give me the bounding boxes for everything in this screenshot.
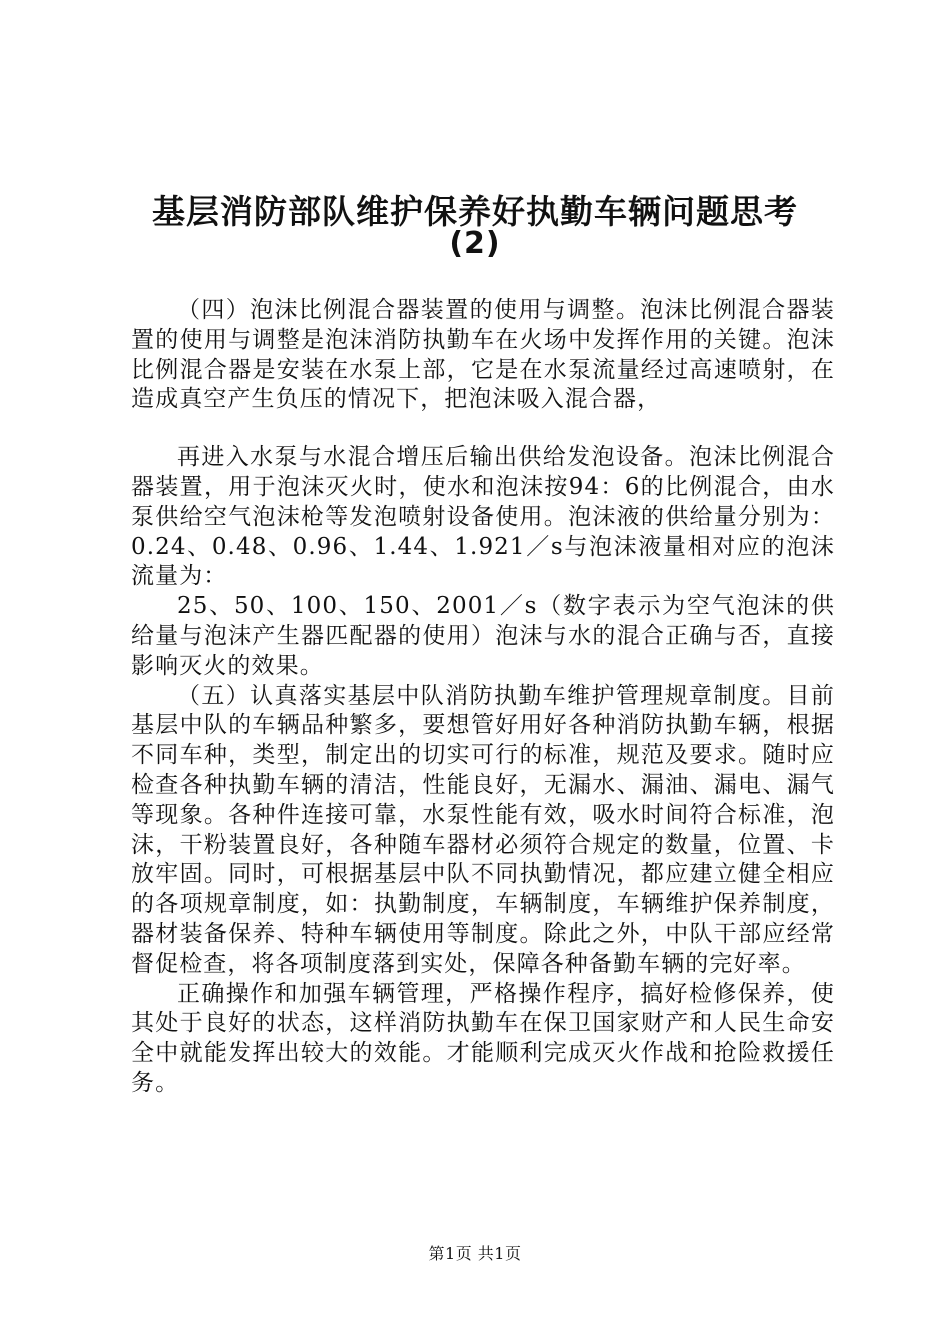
paragraph-foam-flow: 25、50、100、150、2001／s（数字表示为空气泡沫的供给量与泡沫产生器匹配器的使用）泡沫与水的混合正确与否，直接影响灭火的效果。 (131, 593, 835, 679)
page-footer: 第1页 共1页 (428, 1244, 522, 1263)
paragraph-management-rules: （五）认真落实基层中队消防执勤车维护管理规章制度。目前基层中队的车辆品种繁多，要想管好用好各种消防执勤车辆，根据不同车种，类型，制定出的切实可行的标准，规范及要求。随时应检查各种执勤车辆的清洁，性能良好，无漏水、漏油、漏电、漏气等现象。各种件连接可靠，水泵性能有效，吸水时间符合标准，泡沫，干粉装置良好，各种随车器材必须符合规定的数量，位置、卡放牢固。同时，可根据基层中队不同执勤情况，都应建立健全相应的各项规章制度，如：执勤制度，车辆制度，车辆维护保养制度，器材装备保养、特种车辆使用等制度。除此之外，中队干部应经常督促检查，将各项制度落到实处，保障各种备勤车辆的完好率。 (131, 682, 835, 977)
document-title-suffix: (2) (449, 226, 501, 261)
paragraph-conclusion: 正确操作和加强车辆管理，严格操作程序，搞好检修保养，使其处于良好的状态，这样消防执勤车在保卫国家财产和人民生命安全中就能发挥出较大的效能。才能顺利完成灭火作战和抢险救援任务。 (131, 980, 835, 1096)
paragraph-foam-mixer-intro: （四）泡沫比例混合器装置的使用与调整。泡沫比例混合器装置的使用与调整是泡沫消防执勤车在火场中发挥作用的关键。泡沫比例混合器是安装在水泵上部，它是在水泵流量经过高速喷射，在造成真空产生负压的情况下，把泡沫吸入混合器， (131, 297, 835, 413)
paragraph-foam-mixer-detail: 再进入水泵与水混合增压后输出供给发泡设备。泡沫比例混合器装置，用于泡沫灭火时，使水和泡沫按94：6的比例混合，由水泵供给空气泡沫枪等发泡喷射设备使用。泡沫液的供给量分别为：0.24、0.48、0.96、1.44、1.921／s与泡沫液量相对应的泡沫流量为： (131, 444, 835, 590)
document-title: 基层消防部队维护保养好执勤车辆问题思考 (152, 192, 798, 231)
document-body (131, 296, 835, 1099)
